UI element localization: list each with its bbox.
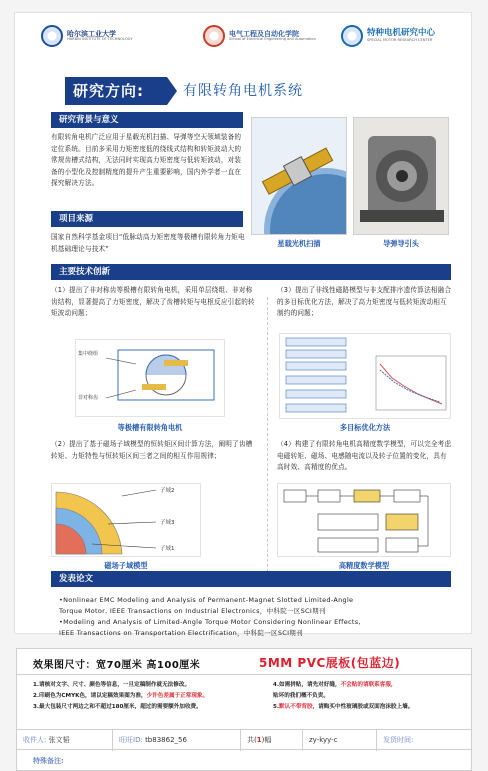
receiver-value: 张文韬 bbox=[48, 736, 70, 744]
seeker-image bbox=[353, 117, 449, 235]
form-info-row bbox=[17, 729, 471, 750]
satellite-illustration bbox=[252, 118, 347, 235]
label-subdomain-1: 子域1 bbox=[160, 546, 175, 552]
note-1-text: 1.请核对文字、尺寸、颜色等信息，一旦定稿制作就无法修改。 bbox=[33, 682, 191, 688]
project-heading: 项目来源 bbox=[51, 211, 243, 227]
circuit-diagram bbox=[278, 484, 451, 557]
caption-satellite: 星载光机扫描 bbox=[277, 239, 321, 248]
innovation-p1: （1）提出了非对称齿等极槽有限转角电机，采用单层绕组、非对称齿结构，显著提高了力矩密度，解决了齿槽转矩与电枢反应引起的转矩波动问题； bbox=[51, 286, 255, 317]
innovation-p4: （4）构建了有限转角电机高精度数学模型，可以完全考虑电磁转矩、磁场、电感随电流以及转子位置的变化，具有高时效、高精度的优点。 bbox=[277, 440, 452, 471]
title-topic: 有限转角电机系统 bbox=[183, 83, 303, 99]
notes-left bbox=[33, 680, 208, 713]
note-5-text: 5. bbox=[273, 704, 280, 710]
label-asymmetric-tooth: 非对称齿 bbox=[78, 395, 99, 401]
school-sub: School of Electrical Engineering and Automation bbox=[229, 37, 316, 42]
code-value: zy-kyy-c bbox=[309, 736, 338, 744]
note-3 bbox=[33, 702, 208, 713]
count-post: )幅 bbox=[261, 736, 272, 744]
wangwang-label: 旺旺ID: bbox=[119, 736, 143, 744]
motor-figure bbox=[75, 339, 225, 417]
satellite-image bbox=[251, 117, 347, 235]
special-note-label: 特殊备注: bbox=[33, 757, 64, 765]
caption-seeker: 导弹导引头 bbox=[383, 239, 419, 248]
motor-diagram bbox=[76, 340, 225, 417]
hit-seal-icon bbox=[41, 25, 63, 47]
math-model-figure bbox=[277, 483, 451, 557]
paper-line-1: •Nonlinear EMC Modeling and Analysis of Permanent-Magnet Slotted Limited-Angle bbox=[59, 596, 354, 604]
hit-sub: HARBIN INSTITUTE OF TECHNOLOGY bbox=[67, 37, 133, 42]
column-divider bbox=[267, 297, 268, 577]
ship-label: 发货时间: bbox=[383, 736, 414, 744]
label-subdomain-2: 子域2 bbox=[160, 488, 175, 494]
label-subdomain-3: 子域3 bbox=[160, 520, 175, 526]
center-logo bbox=[341, 25, 435, 47]
size-label: 效果图尺寸：宽70厘米 高100厘米 bbox=[33, 660, 201, 671]
wangwang-cell[interactable] bbox=[113, 730, 241, 751]
innovation-p3: （3）提出了非线性磁路模型与非支配排序遗传算法相融合的多目标优化方法，解决了高力矩密度与低转矩波动相互制约的问题； bbox=[277, 286, 452, 317]
poster bbox=[14, 12, 472, 637]
code-cell[interactable] bbox=[303, 730, 377, 751]
receiver-label: 收件人: bbox=[23, 736, 47, 744]
center-name: 特种电机研究中心 bbox=[367, 28, 436, 39]
caption-subdomain: 磁场子域模型 bbox=[104, 561, 148, 570]
background-text: 有限转角电机广泛应用于星载光机扫描、导弹等空天领域装备的定位系统。目前多采用力矩密度低的绕线式结构和转矩波动大的常规齿槽式结构，无法同时实现高力矩密度与低转矩波动，对装备的小型化及控制精度的提升产生重要影响，国内外学者一直在探究解决方法。 bbox=[51, 133, 242, 187]
subdomain-diagram bbox=[52, 484, 201, 557]
count-cell[interactable] bbox=[241, 730, 303, 751]
note-1 bbox=[33, 680, 208, 691]
title-bar bbox=[65, 77, 365, 105]
paper-line-4: IEEE Transactions on Transportation Electrification，中科院一区SCI期刊 bbox=[59, 629, 303, 637]
wangwang-value: tb83862_56 bbox=[145, 736, 187, 744]
note-5 bbox=[273, 702, 413, 713]
background-heading: 研究背景与意义 bbox=[51, 112, 243, 128]
note-2-red: 少许色差属于正常现象。 bbox=[146, 693, 209, 699]
caption-math-model: 高精度数学模型 bbox=[338, 561, 390, 570]
optimization-figure bbox=[279, 333, 451, 419]
note-4b bbox=[273, 691, 413, 702]
school-logo bbox=[203, 25, 316, 47]
form-header-row bbox=[17, 649, 471, 675]
note-4-text: 4.如需拼贴，请先对好缝， bbox=[273, 682, 341, 688]
project-text: 国家自然科学基金项目“低脉动高力矩密度等极槽有限转角力矩电机基础理论与技术” bbox=[51, 233, 245, 253]
hit-name: 哈尔滨工业大学 bbox=[67, 30, 116, 38]
innovation-heading: 主要技术创新 bbox=[51, 264, 451, 280]
note-2-text: 2.印刷色为CMYK色，请以定稿效果图为准， bbox=[33, 693, 147, 699]
notes-right bbox=[273, 680, 413, 713]
papers-heading: 发表论文 bbox=[51, 571, 451, 587]
seeker-illustration bbox=[354, 118, 449, 235]
logo-row bbox=[15, 21, 471, 61]
receiver-cell[interactable] bbox=[17, 730, 113, 751]
center-sub: SPECIAL MOTOR RESEARCH CENTER bbox=[367, 37, 433, 42]
order-form bbox=[16, 648, 472, 771]
title-tag: 研究方向: bbox=[65, 77, 167, 105]
note-3-text: 3.最大包装尺寸两边之和不超过180厘米，超过的需要额外加收费。 bbox=[33, 704, 202, 710]
note-4-red: 不会贴的请联系客服， bbox=[340, 682, 397, 688]
note-5-red: 默认不带背胶， bbox=[279, 704, 319, 710]
flowchart-diagram bbox=[280, 334, 451, 419]
note-5-post: 请购买中性玻璃胶或双面泡沫胶上墙。 bbox=[318, 704, 414, 710]
paper-line-3: •Modeling and Analysis of Limited-Angle Torque Motor Considering Nonlinear Effects, bbox=[59, 618, 361, 626]
school-name: 电气工程及自动化学院 bbox=[229, 30, 299, 38]
innovation-p2: （2）提出了基于磁场子域模型的恒转矩区间计算方法，阐明了齿槽转矩、力矩特性与恒转矩区间三者之间的相互作用规律； bbox=[51, 440, 253, 460]
center-seal-icon bbox=[341, 25, 363, 47]
note-4b-text: 贴坏的我们概不负责。 bbox=[273, 693, 329, 699]
subdomain-figure bbox=[51, 483, 201, 557]
school-seal-icon bbox=[203, 25, 225, 47]
count-pre: 共( bbox=[247, 736, 257, 744]
hit-logo bbox=[41, 25, 132, 47]
paper-line-2: Torque Motor, IEEE Transactions on Industrial Electronics，中科院一区SCI期刊 bbox=[59, 607, 326, 615]
note-4 bbox=[273, 680, 413, 691]
ship-cell[interactable] bbox=[377, 730, 473, 751]
caption-motor: 等极槽有限转角电机 bbox=[117, 423, 183, 432]
note-2 bbox=[33, 691, 208, 702]
caption-optimization: 多目标优化方法 bbox=[339, 423, 391, 432]
board-type: 5MM PVC展板(包蓝边) bbox=[259, 656, 401, 670]
count-value: 1 bbox=[256, 736, 262, 744]
label-concentrated-winding: 集中绕组 bbox=[78, 351, 99, 357]
